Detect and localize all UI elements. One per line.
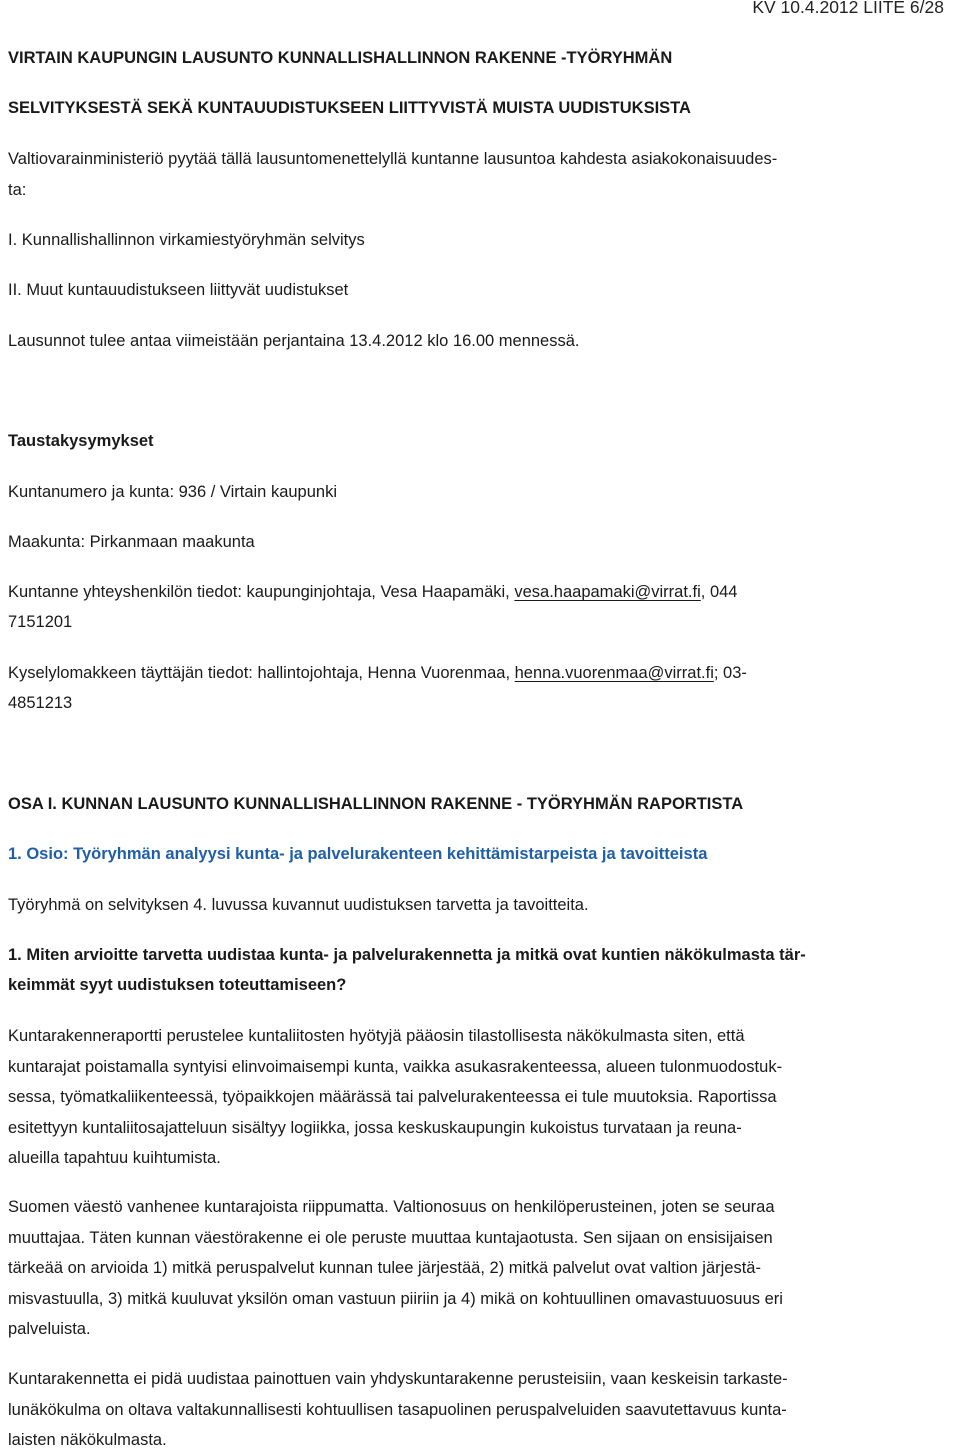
answer-paragraph-1-line: alueilla tapahtuu kuihtumista. xyxy=(8,1149,221,1168)
answer-paragraph-2-line: tärkeää on arvioida 1) mitkä peruspalvelut kunnan tulee järjestää, 2) mitkä palvelut ovat valtion järjestä- xyxy=(8,1259,761,1278)
document-title-line-1: VIRTAIN KAUPUNGIN LAUSUNTO KUNNALLISHALLINNON RAKENNE -TYÖRYHMÄN xyxy=(8,49,673,67)
region-info: Maakunta: Pirkanmaan maakunta xyxy=(8,533,255,551)
contact-phone-prefix: , 044 xyxy=(700,583,738,601)
municipality-info: Kuntanumero ja kunta: 936 / Virtain kaupunki xyxy=(8,483,337,501)
answer-paragraph-1-line: kuntarajat poistamalla syntyisi elinvoimaisempi kunta, vaikka asukasrakenteessa, alueen tulonmuodostuk- xyxy=(8,1057,783,1076)
section-one-intro: Työryhmä on selvityksen 4. luvussa kuvannut uudistuksen tarvetta ja tavoitteita. xyxy=(8,896,589,914)
answer-paragraph-2-line: muuttajaa. Täten kunnan väestörakenne ei ole peruste muuttaa kuntajaotusta. Sen sijaan on ensisijaisen xyxy=(8,1228,773,1247)
contact-person-text: Kuntanne yhteyshenkilön tiedot: kaupunginjohtaja, Vesa Haapamäki, xyxy=(8,583,515,601)
question-one-line-1: 1. Miten arvioitte tarvetta uudistaa kunta- ja palvelurakennetta ja mitkä ovat kuntien näkökulmasta tär- xyxy=(8,946,806,964)
contact-email-link[interactable]: vesa.haapamaki@virrat.fi xyxy=(514,583,701,601)
answer-paragraph-1 xyxy=(8,1021,944,1174)
answer-paragraph-1-line: Kuntarakenneraportti perustelee kuntaliitosten hyötyjä pääosin tilastollisesta näkökulmasta siten, että xyxy=(8,1027,745,1045)
form-filler-text: Kyselylomakkeen täyttäjän tiedot: hallintojohtaja, Henna Vuorenmaa, xyxy=(8,664,515,682)
contact-phone: 7151201 xyxy=(8,613,73,631)
intro-text-line-1: Valtiovarainministeriö pyytää tällä lausuntomenettelyllä kuntanne lausuntoa kahdesta asiakokonaisuudes- xyxy=(8,150,778,168)
section-one-heading: 1. Osio: Työryhmän analyysi kunta- ja palvelurakenteen kehittämistarpeista ja tavoitteista xyxy=(8,845,708,863)
form-filler-email-link[interactable]: henna.vuorenmaa@virrat.fi xyxy=(514,664,714,682)
answer-paragraph-2-line: Suomen väestö vanhenee kuntarajoista riippumatta. Valtionosuus on henkilöperusteinen, joten se seuraa xyxy=(8,1198,775,1216)
answer-paragraph-2 xyxy=(8,1192,944,1345)
intro-item-2: II. Muut kuntauudistukseen liittyvät uudistukset xyxy=(8,281,349,299)
answer-paragraph-2-line: misvastuulla, 3) mitkä kuuluvat yksilön oman vastuun piiriin ja 4) mikä on kohtuullinen omavastuuosuus eri xyxy=(8,1289,783,1308)
intro-text-line-2: ta: xyxy=(8,181,27,199)
answer-paragraph-3-line: Kuntarakennetta ei pidä uudistaa painottuen vain yhdyskuntarakenne perusteisiin, vaan keskeisin tarkaste- xyxy=(8,1370,788,1388)
answer-paragraph-1-line: sessa, työmatkaliikenteessä, työpaikkojen määrässä tai palvelurakenteessa ei tule muutoksia. Raportissa xyxy=(8,1088,777,1107)
answer-paragraph-3 xyxy=(8,1364,944,1456)
document-title-line-2: SELVITYKSESTÄ SEKÄ KUNTAUUDISTUKSEEN LIITTYVISTÄ MUISTA UUDISTUKSISTA xyxy=(8,99,691,117)
part-one-heading: OSA I. KUNNAN LAUSUNTO KUNNALLISHALLINNON RAKENNE - TYÖRYHMÄN RAPORTISTA xyxy=(8,795,744,813)
deadline-text: Lausunnot tulee antaa viimeistään perjantaina 13.4.2012 klo 16.00 mennessä. xyxy=(8,332,580,350)
answer-paragraph-3-line: lunäkökulma on oltava valtakunnallisesti kohtuullisen tasapuolinen peruspalveluiden saavutettavuus kunta- xyxy=(8,1400,787,1419)
document-reference: KV 10.4.2012 LIITE 6/28 xyxy=(752,0,944,17)
answer-paragraph-2-line: palveluista. xyxy=(8,1320,91,1339)
background-heading: Taustakysymykset xyxy=(8,432,154,450)
form-filler-line xyxy=(8,665,747,682)
answer-paragraph-1-line: esitettyyn kuntaliitosajatteluun sisältyy logiikka, jossa keskuskaupungin kukoistus turvataan ja reuna- xyxy=(8,1118,742,1137)
form-filler-phone: 4851213 xyxy=(8,694,73,712)
question-one-line-2: keimmät syyt uudistuksen toteuttamiseen? xyxy=(8,976,347,994)
intro-item-1: I. Kunnallishallinnon virkamiestyöryhmän selvitys xyxy=(8,231,365,249)
contact-person-line xyxy=(8,584,737,601)
answer-paragraph-3-line: laisten näkökulmasta. xyxy=(8,1431,167,1450)
form-filler-phone-prefix: ; 03- xyxy=(713,664,747,682)
